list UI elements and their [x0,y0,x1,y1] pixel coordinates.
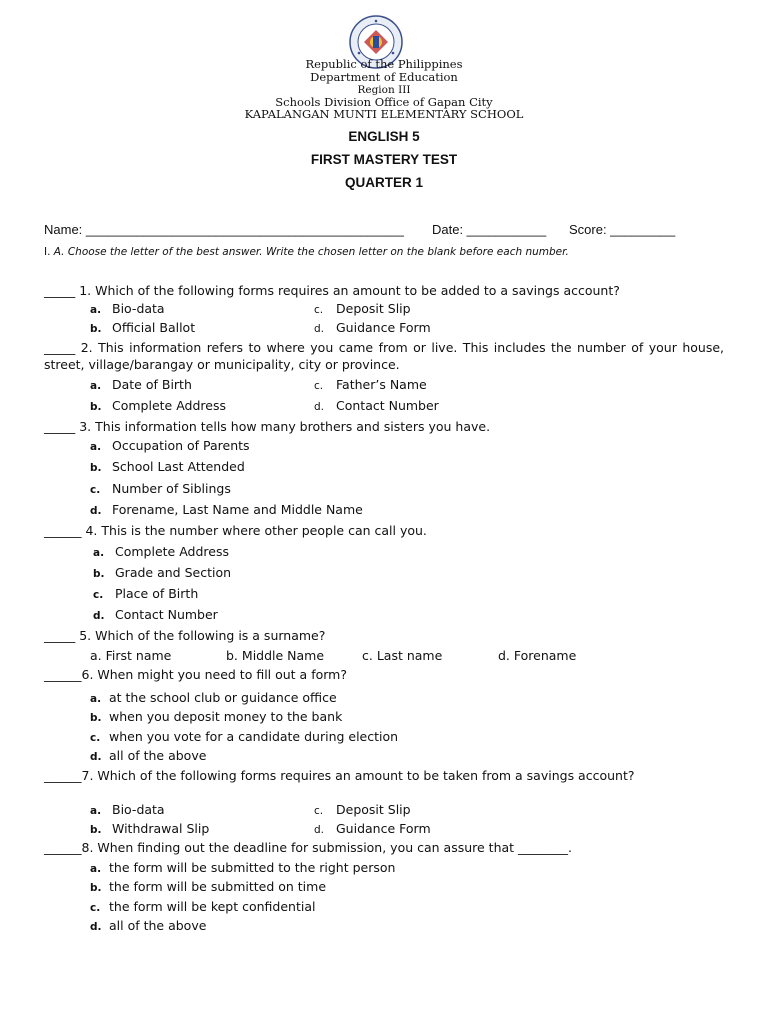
question-6 [44,667,724,684]
answer-blank[interactable]: _____ [44,419,76,434]
answer-blank[interactable]: ______ [44,840,82,855]
question-text: 4. This is the number where other people can call you. [85,523,427,538]
option-b: b. School Last Attended [90,459,245,474]
question-text: 1. Which of the following forms requires an amount to be added to a savings account? [79,283,620,298]
question-text: 8. When finding out the deadline for submission, you can assure that ________. [81,840,573,855]
answer-blank[interactable]: ______ [44,523,82,538]
option-a: a. Bio-data [90,802,165,817]
option-d: d. Contact Number [93,607,218,622]
option-d: d. all of the above [90,918,207,933]
option-c: c. when you vote for a candidate during election [90,729,399,744]
option-d: d. Forename, Last Name and Middle Name [90,502,363,517]
option-b: b. Middle Name [226,648,325,663]
instruction-text: A. Choose the letter of the best answer. Write the chosen letter on the blank before each number. [53,246,569,258]
answer-blank[interactable]: ______ [44,667,82,682]
question-7 [44,768,724,785]
question-text: 7. Which of the following forms requires an amount to be taken from a savings account? [81,768,635,783]
header-school: KAPALANGAN MUNTI ELEMENTARY SCHOOL [244,107,524,121]
name-field[interactable]: Name: ____________________________________________ [44,222,405,237]
instruction-prefix: I. [44,246,54,258]
answer-blank[interactable]: _____ [44,340,76,355]
question-2 [44,340,724,373]
option-d: d. Guidance Form [314,320,431,335]
option-a: a. the form will be submitted to the right person [90,860,396,875]
question-text: 6. When might you need to fill out a form? [81,667,347,682]
option-c: c. the form will be kept confidential [90,899,316,914]
question-4 [44,523,724,540]
subject-title: ENGLISH 5 [348,129,420,144]
question-5 [44,628,724,645]
header-region: Region III [357,84,411,96]
option-b: b. Complete Address [90,398,226,413]
answer-blank[interactable]: _____ [44,628,76,643]
answer-blank[interactable]: _____ [44,283,76,298]
option-a: a. Complete Address [93,544,229,559]
header-division: Schools Division Office of Gapan City [275,95,493,109]
option-a: a. Occupation of Parents [90,438,250,453]
option-c: c. Father’s Name [314,377,427,392]
question-text: 5. Which of the following is a surname? [79,628,326,643]
option-d: d. Forename [498,648,577,663]
question-text: 3. This information tells how many brothers and sisters you have. [79,419,491,434]
option-b: b. Official Ballot [90,320,196,335]
option-a: a. Date of Birth [90,377,192,392]
question-1 [44,283,724,300]
header-department: Department of Education [310,70,458,84]
option-c: c. Deposit Slip [314,802,411,817]
option-a: a. at the school club or guidance office [90,690,337,705]
score-field[interactable]: Score: _________ [569,222,676,237]
test-title: FIRST MASTERY TEST [310,152,458,167]
option-c: c. Number of Siblings [90,481,231,496]
quarter-title: QUARTER 1 [344,175,423,190]
option-a: a. First name [90,648,172,663]
option-d: d. all of the above [90,748,207,763]
header-republic: Republic of the Philippines [305,57,463,71]
option-a: a. Bio-data [90,301,165,316]
option-b: b. Grade and Section [93,565,232,580]
option-c: c. Deposit Slip [314,301,411,316]
question-8 [44,840,724,857]
instruction [44,246,569,258]
date-field[interactable]: Date: ___________ [432,222,547,237]
option-b: b. when you deposit money to the bank [90,709,343,724]
question-text: 2. This information refers to where you came from or live. This includes the number of your house, street, village/barangay or municipality, city or province. [44,340,724,372]
option-b: b. Withdrawal Slip [90,821,210,836]
question-3 [44,419,724,436]
option-b: b. the form will be submitted on time [90,879,327,894]
answer-blank[interactable]: ______ [44,768,82,783]
option-c: c. Place of Birth [93,586,199,601]
option-c: c. Last name [362,648,443,663]
option-d: d. Contact Number [314,398,439,413]
option-d: d. Guidance Form [314,821,431,836]
